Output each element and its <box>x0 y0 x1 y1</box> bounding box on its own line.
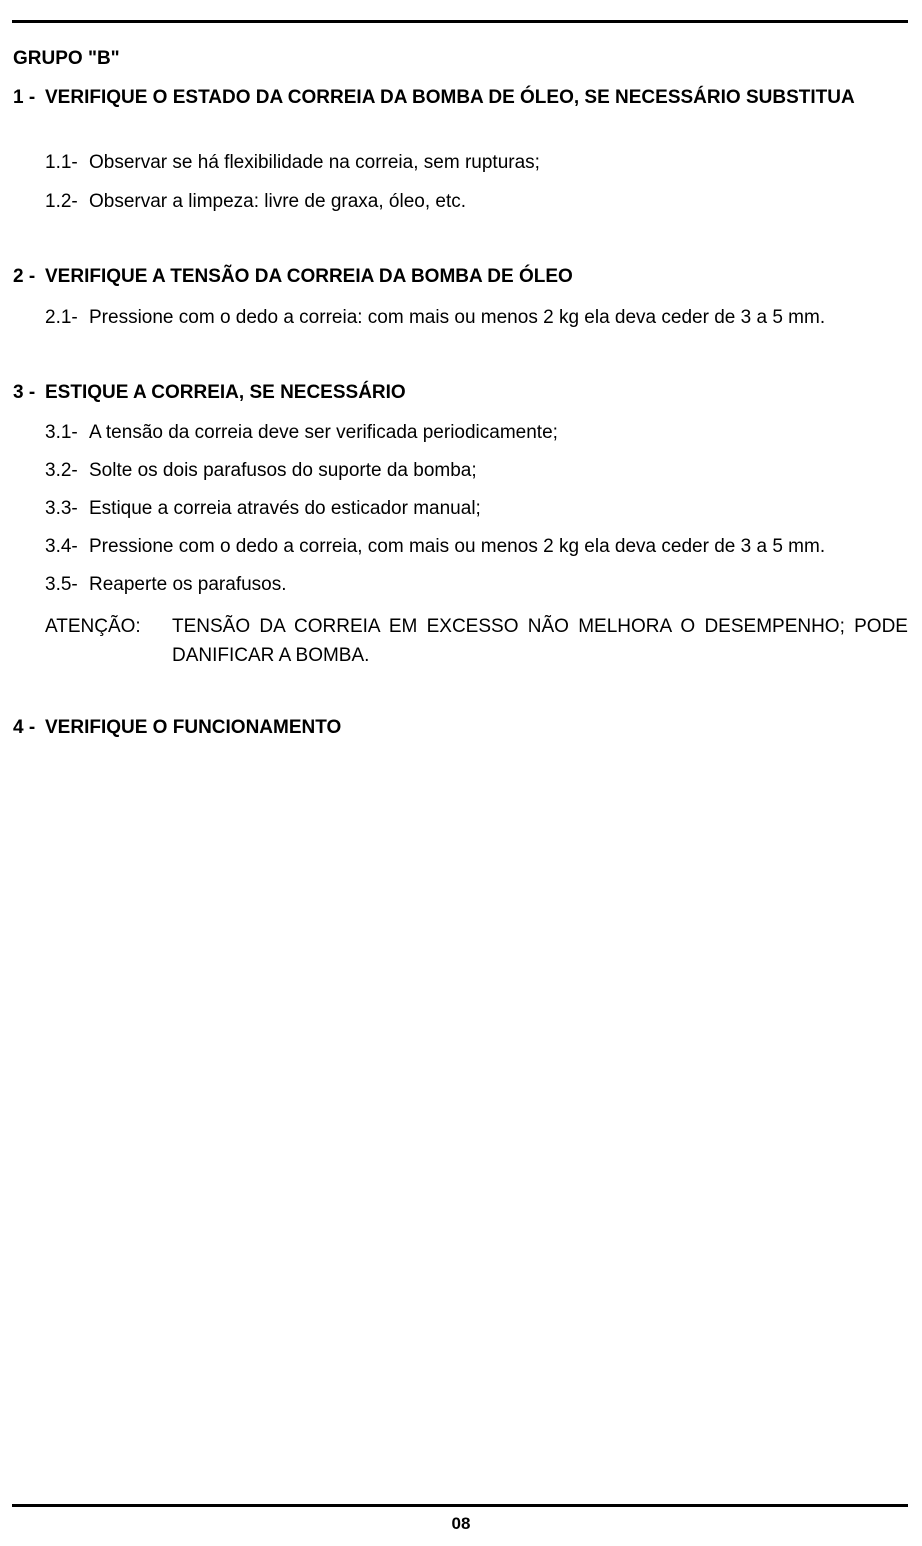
page-number: 08 <box>451 1514 471 1533</box>
section-2 <box>13 262 908 291</box>
section-number: 4 - <box>13 717 36 738</box>
item-text: Pressione com o dedo a correia: com mais ou menos 2 kg ela deva ceder de 3 a 5 mm. <box>89 307 826 328</box>
item-number: 3.4- <box>45 536 78 557</box>
section-title: VERIFIQUE O FUNCIONAMENTO <box>45 717 342 738</box>
section-4 <box>13 713 908 742</box>
item-text: Solte os dois parafusos do suporte da bomba; <box>89 460 477 481</box>
top-rule <box>12 20 908 23</box>
section-title: VERIFIQUE O ESTADO DA CORREIA DA BOMBA DE ÓLEO, SE NECESSÁRIO SUBSTITUA <box>45 87 855 108</box>
item-text: A tensão da correia deve ser verificada periodicamente; <box>89 422 558 443</box>
group-title: GRUPO "B" <box>13 48 120 69</box>
section-1 <box>13 83 908 112</box>
item-text: Pressione com o dedo a correia, com mais ou menos 2 kg ela deva ceder de 3 a 5 mm. <box>89 536 826 557</box>
bottom-rule <box>12 1504 908 1507</box>
item-text: Reaperte os parafusos. <box>89 574 287 595</box>
section-title: VERIFIQUE A TENSÃO DA CORREIA DA BOMBA DE ÓLEO <box>45 266 573 287</box>
item-number: 3.3- <box>45 498 78 519</box>
item-text: Estique a correia através do esticador manual; <box>89 498 481 519</box>
item-text: Observar se há flexibilidade na correia, sem rupturas; <box>89 152 540 173</box>
item-number: 1.1- <box>45 152 78 173</box>
item-number: 3.5- <box>45 574 78 595</box>
item-number: 3.1- <box>45 422 78 443</box>
item-text: Observar a limpeza: livre de graxa, óleo, etc. <box>89 191 467 212</box>
attention-label: ATENÇÃO: <box>45 616 141 637</box>
attention-note <box>45 612 908 670</box>
section-number: 1 - <box>13 87 36 108</box>
item-number: 3.2- <box>45 460 78 481</box>
section-number: 3 - <box>13 382 36 403</box>
section-3 <box>13 378 908 407</box>
section-title: ESTIQUE A CORREIA, SE NECESSÁRIO <box>45 382 406 403</box>
attention-text: TENSÃO DA CORREIA EM EXCESSO NÃO MELHORA O DESEMPENHO; PODE DANIFICAR A BOMBA. <box>172 616 908 666</box>
section-number: 2 - <box>13 266 36 287</box>
item-number: 2.1- <box>45 307 78 328</box>
item-number: 1.2- <box>45 191 78 212</box>
